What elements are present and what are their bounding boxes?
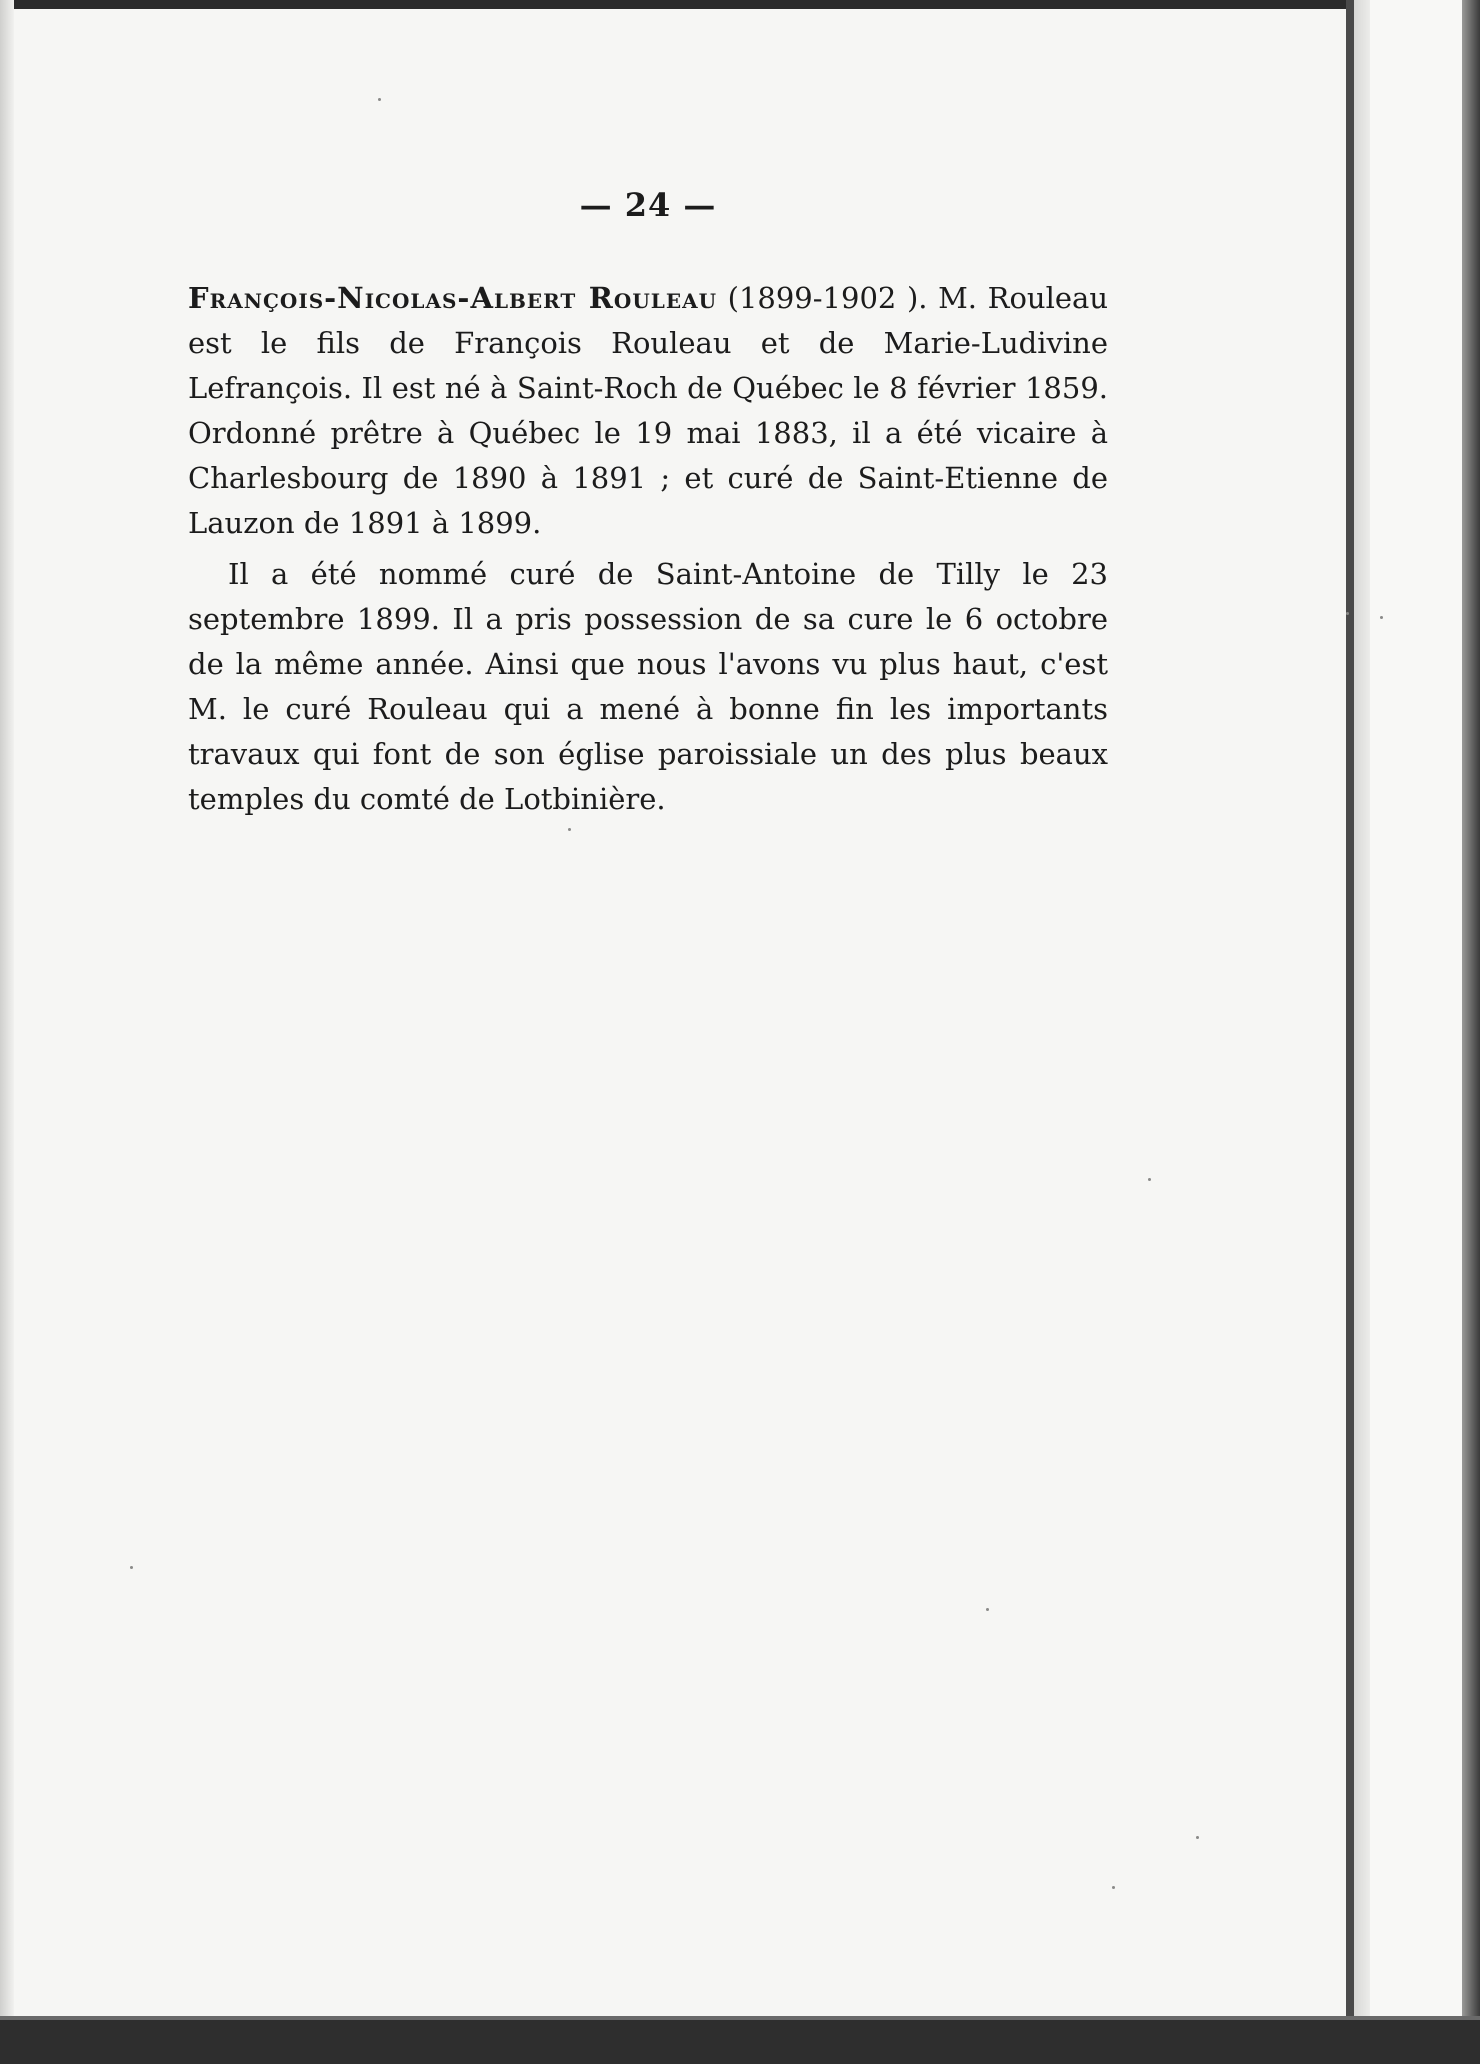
page-number: — 24 — [579, 186, 717, 224]
dust-speck [568, 828, 571, 831]
paragraph-2: Il a été nommé curé de Saint-Antoine de Tilly le 23 septembre 1899. Il a pris possession de sa cure le 6 octobre de la même année. Ainsi que nous l'avons vu plus haut, c'est M. le curé Rouleau qui a mené à bonne fin les importants travaux qui font de son église paroissiale un des plus beaux temples du comté de Lotbinière. [188, 557, 1108, 816]
dust-speck [1346, 612, 1349, 615]
paragraph-1-body: M. Rouleau est le fils de François Rouleau et de Marie-Ludivine Lefrançois. Il est né à Saint-Roch de Québec le 8 février 1859. Ordonné prêtre à Québec le 19 mai 1883, il a été vicaire à Charlesbourg de 1890 à 1891 ; et curé de Saint-Etienne de Lauzon de 1891 à 1899. [188, 281, 1109, 540]
scan-top-border [0, 0, 1480, 9]
dust-speck [1148, 1178, 1151, 1181]
book-gutter [1346, 0, 1354, 2064]
dust-speck [130, 1566, 133, 1569]
scan-right-edge [1462, 0, 1480, 2064]
paragraph-1 [188, 276, 1108, 546]
gutter-shadow [1354, 0, 1370, 2064]
dust-speck [986, 1608, 989, 1611]
scan-bottom-band-highlight [0, 2016, 1480, 2020]
facing-page-edge [1370, 0, 1462, 2064]
scan-left-edge [0, 0, 14, 2064]
dust-speck [1380, 616, 1383, 619]
tenure-dates: (1899-1902 ). [727, 281, 928, 315]
dust-speck [1112, 1886, 1115, 1889]
scan-bottom-band [0, 2016, 1480, 2064]
dust-speck [378, 98, 381, 101]
page-text [188, 186, 1108, 822]
person-name: François-Nicolas-Albert Rouleau [188, 281, 718, 315]
dust-speck [1196, 1836, 1199, 1839]
